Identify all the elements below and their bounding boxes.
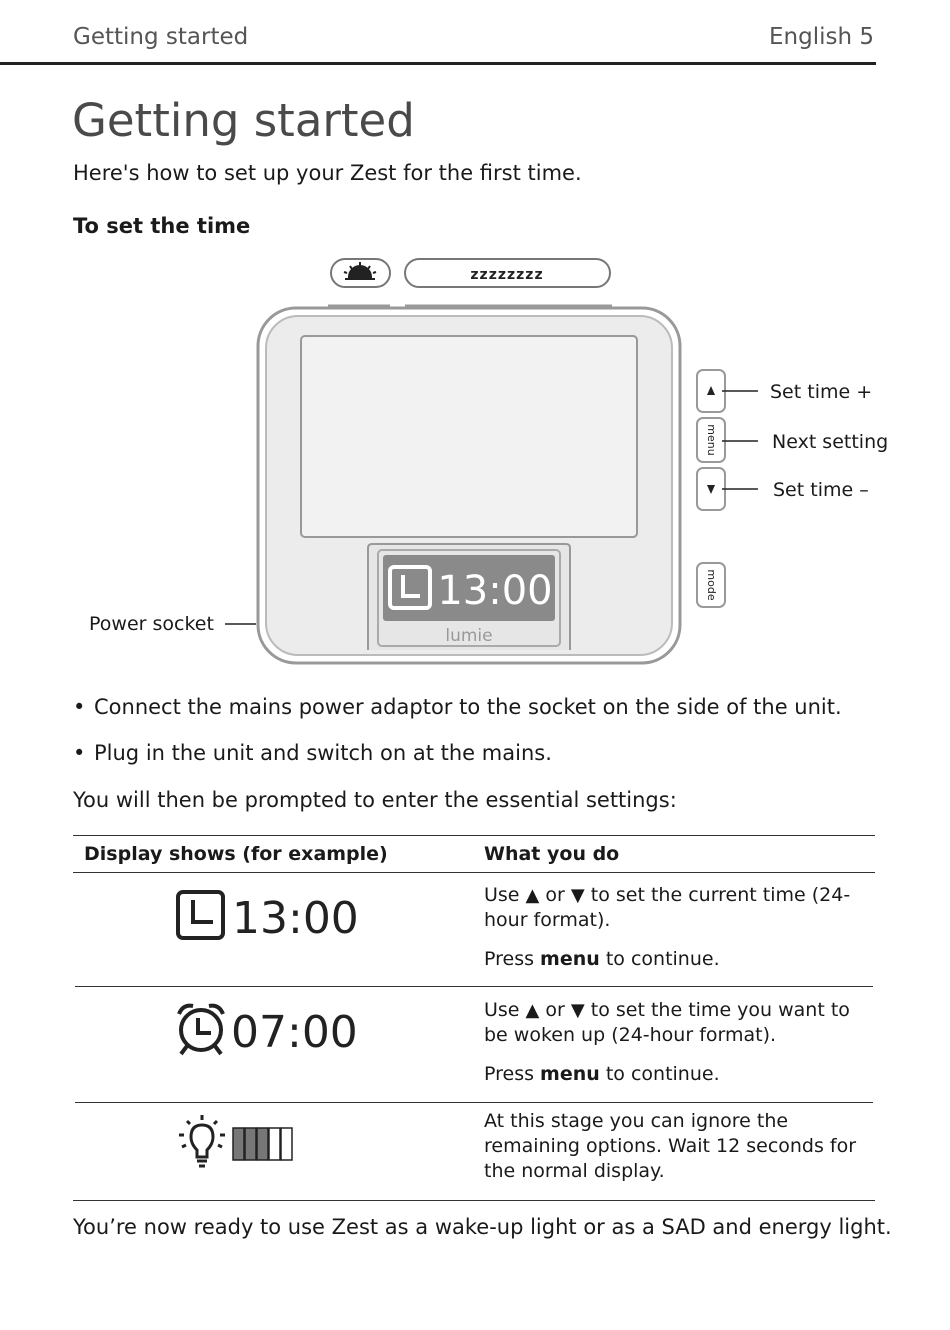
column-header-display: Display shows (for example) (84, 843, 388, 865)
clock-icon (178, 892, 223, 938)
callout-set-time-minus: Set time – (773, 479, 869, 501)
bullet-item: • Plug in the unit and switch on at the mains. (73, 741, 552, 765)
callout-power-socket: Power socket (89, 613, 214, 635)
menu-button-label: menu (705, 424, 718, 456)
callout-set-time-plus: Set time + (770, 381, 873, 403)
table-header-rule (73, 872, 875, 873)
table-row (484, 998, 864, 1101)
row-instruction: At this stage you can ignore the remaining options. Wait 12 seconds for the normal display. (484, 1110, 857, 1182)
alarm-clock-icon (179, 1006, 223, 1054)
lamp-panel (301, 336, 637, 537)
table-row (484, 883, 864, 986)
down-triangle-icon: ▼ (570, 885, 585, 906)
callout-next-setting: Next setting (772, 431, 889, 453)
header-page-number: English 5 (769, 24, 874, 50)
display-time: 13:00 (232, 893, 359, 944)
row-instruction: Use ▲ or ▼ to set the current time (24-hour format). (484, 884, 851, 931)
brightness-level-bars (233, 1128, 292, 1160)
intro-text: Here's how to set up your Zest for the first time. (73, 161, 582, 185)
display-example-brightness (175, 1113, 305, 1171)
prompt-text: You will then be prompted to enter the essential settings: (73, 788, 677, 812)
table-row-rule (75, 986, 873, 987)
bullet-text: Plug in the unit and switch on at the mains. (94, 741, 552, 765)
mode-button-label: mode (705, 569, 718, 601)
display-time: 07:00 (231, 1007, 358, 1058)
down-triangle-icon: ▼ (570, 1000, 585, 1021)
up-triangle-icon: ▲ (525, 1000, 540, 1021)
display-example-alarm (173, 1000, 365, 1060)
row-press: Press menu to continue. (484, 1063, 720, 1085)
page-title: Getting started (72, 94, 415, 147)
row-instruction: Use ▲ or ▼ to set the time you want to be woken up (24-hour format). (484, 999, 850, 1046)
subheading: To set the time (73, 214, 251, 238)
table-row (484, 1109, 864, 1198)
row-press: Press menu to continue. (484, 948, 720, 970)
snooze-label: zzzzzzzz (470, 267, 544, 283)
brand-logo: lumie (445, 626, 493, 646)
header-section: Getting started (73, 24, 249, 50)
bullet-text: Connect the mains power adaptor to the socket on the side of the unit. (94, 695, 842, 719)
table-row-rule (75, 1102, 873, 1103)
table-top-rule (73, 835, 875, 836)
light-bulb-icon (179, 1115, 225, 1166)
display-example-clock (175, 887, 365, 945)
closing-text: You’re now ready to use Zest as a wake-up light or as a SAD and energy light. (73, 1215, 892, 1239)
column-header-action: What you do (484, 843, 620, 865)
table-bottom-rule (73, 1200, 875, 1201)
bullet-item: • Connect the mains power adaptor to the socket on the side of the unit. (73, 695, 842, 719)
screen-time: 13:00 (437, 568, 553, 614)
up-triangle-icon: ▲ (525, 885, 540, 906)
